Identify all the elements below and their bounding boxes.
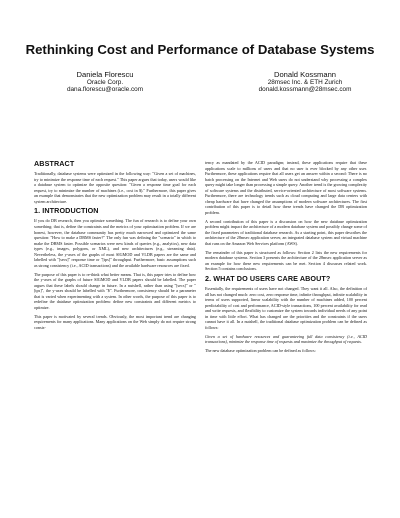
introduction-heading: 1. INTRODUCTION [34,206,99,216]
author-affiliation: Oracle Corp. [86,79,124,86]
author-name: Daniela Florescu [76,70,134,79]
body-paragraph: Essentially, the requirements of users have not changed. They want it all. Also, the definition of all has not changed much: zero cost, zero response time, infinite throughput, infinite scalability in terms of users supported, linear scalability with the number of machines added, 100 percent predictability of cost and performance, ACID-style transactions, 100 percent availability for read and write requests, and flexibility to customize the system towards individual needs of any point in time with little effort. What has changed are the priorities and the constraints if the users cannot have it all. In a nutshell, the traditional database optimization problem can be defined as follows: [205,285,367,330]
author-block-2 [240,70,370,93]
left-column [34,160,196,333]
author-block-1 [40,70,170,93]
paper-title: Rethinking Cost and Performance of Database Systems [25,42,375,57]
body-paragraph: This paper is motivated by several trends. Obviously, the most important trend are changing requirements for many applications. Many applications on the Web simply do not require strong consis- [34,313,196,330]
abstract-paragraph: Traditionally, database systems were optimized in the following way: "Given a set of machines, try to minimize the response time of each request." This paper argues that today, users would like a database system to optimize the opposite question: "Given a response time goal for each request, try to minimize the number of machines (i.e., cost in $)." Furthermore, this paper gives an example that demonstrates that the new optimization problem may result in a totally different system architecture. [34,171,196,204]
body-paragraph: If you do DB research, then you optimize something. The fun of research is to define your own something; that is, define the constraints and the metrics of your optimization problem. If we are honest, however, the database community has pretty much narrowed and optimized the same question: "How to make a DBMS faster?" The only fun was defining the "scenario" in which to make the DBMS faster. Possible scenarios were new kinds of queries (e.g., analytics), new data types (e.g., images, polygons, or XML), and new architectures (e.g., streaming data). Nevertheless, the y-axes of the graphs of most SIGMOD and VLDB papers are the same and labelled with "[secs]" response time or "[tps]" throughput. Furthermore, basic assumptions such as strong consistency (i.e., ACID transactions) and the available hardware resources are fixed. [34,218,196,268]
author-name: Donald Kossmann [273,70,337,79]
author-affiliation: 28msec Inc. & ETH Zurich [267,79,343,86]
author-email: donald.kossmann@28msec.com [258,86,352,94]
author-email: dana.florescu@oracle.com [66,86,144,94]
body-paragraph: The purpose of this paper is to re-think what better means. That is, this paper tries to define how the y-axes of the graphs of future SIGMOD and VLDB papers should be labelled. The paper argues that these labels should change in future. In a nutshell, rather than using "[secs]" or "[tps]", the y-axes should be labelled with "$". Furthermore, consistency should be a parameter that is varied when experimenting with a system. In other words, the purpose of this paper is to redefine the database optimization problem: define new constraints and different metrics to optimize. [34,271,196,310]
section-heading: 2. WHAT DO USERS CARE ABOUT? [205,273,331,283]
block-quote: Given a set of hardware resources and guaranteeing full data consistency (i.e., ACID transactions), minimize the response time of requests and maximize the throughput of requests. [205,333,367,345]
body-paragraph: The new database optimization problem can be defined as follows: [205,347,316,353]
abstract-heading: ABSTRACT [34,159,75,168]
body-paragraph: tency as mandated by the ACID paradigm; instead, these applications require that these applications scale to millions of users and that no user is ever blocked by any other user. Furthermore, these applications require that all users get an answer within a second: There is no batch processing on the Internet and Web users do not understand why processing a complex query might take longer than processing a simple query. Another trend is the growing complexity of software systems and the distributed, service-oriented architecture of most software systems. Furthermore, there are technology trends such as cloud computing and large data centers with cheap hardware that have changed the assumptions of modern software architectures. The first contribution of this paper is to detail how these trends have changed the DB optimization problem. [205,160,367,215]
body-paragraph: The remainder of this paper is structured as follows: Section 2 lists the new requirements for modern database systems. Section 3 presents the architecture of the 28msec application server as an example for how these new requirements can be met. Section 4 discusses related work. Section 5 contains conclusions. [205,249,367,272]
body-paragraph: A second contribution of this paper is a discussion on how the new database optimization problem might impact the architecture of a modern database system and possibly change some of the fixed parameters of traditional database research. As a starting point, this paper describes the architecture of the 28msec application server, an integrated database system and virtual machine that runs on the Amazon Web Services platform (AWS). [205,218,367,246]
right-column [205,160,367,357]
